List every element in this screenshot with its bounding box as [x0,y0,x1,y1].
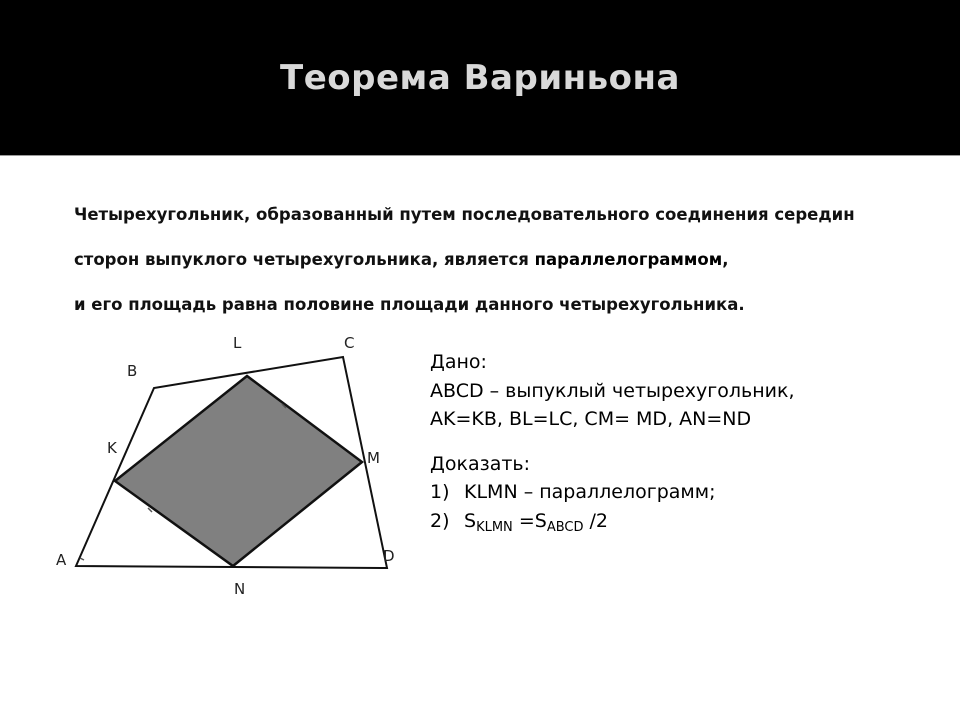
quadrilateral-figure [40,326,410,616]
statement-line-2-text: сторон выпуклого четырехугольника, является [74,250,535,269]
given-heading: Дано: [430,351,487,373]
vertex-label-c: C [344,334,355,352]
statement-line-3: и его площадь равна половине площади данного четырехугольника. [74,295,745,314]
vertex-label-a: A [56,551,67,569]
statement-line-2-comma: , [722,250,729,269]
area-symbol-1: S [464,509,477,532]
area-equals: =S [512,509,547,532]
area-half: /2 [583,509,609,532]
statement-line-2 [74,237,944,282]
prove-item-2-number: 2) [430,509,450,532]
slide-content [0,155,960,721]
title-bar [0,0,960,150]
vertex-label-m: M [367,449,380,467]
vertex-label-d: D [383,547,395,565]
theorem-statement [74,192,944,327]
parallelogram-klmn [115,376,362,566]
prove-item-1 [430,478,890,507]
slide-title: Теорема Вариньона [280,58,680,98]
vertex-label-l: L [233,334,242,352]
area-subscript-klmn: KLMN [476,519,513,535]
statement-line-1: Четырехугольник, образованный путем последовательного соединения середин [74,205,855,224]
prove-heading: Доказать: [430,452,531,475]
prove-item-1-text: KLMN – параллелограмм; [464,481,716,503]
vertex-label-k: K [107,439,117,457]
given-line-2: AK=KB, BL=LC, CM= MD, AN=ND [430,408,752,430]
given-prove-block [430,348,890,542]
area-subscript-abcd: ABCD [546,519,584,535]
statement-emphasis: параллелограммом [534,250,723,269]
prove-item-2 [430,507,890,543]
prove-item-1-number: 1) [430,481,450,503]
tick-mark [80,558,84,560]
given-line-1: ABCD – выпуклый четырехугольник, [430,379,795,402]
vertex-label-b: B [127,362,138,380]
vertex-label-n: N [234,580,246,598]
